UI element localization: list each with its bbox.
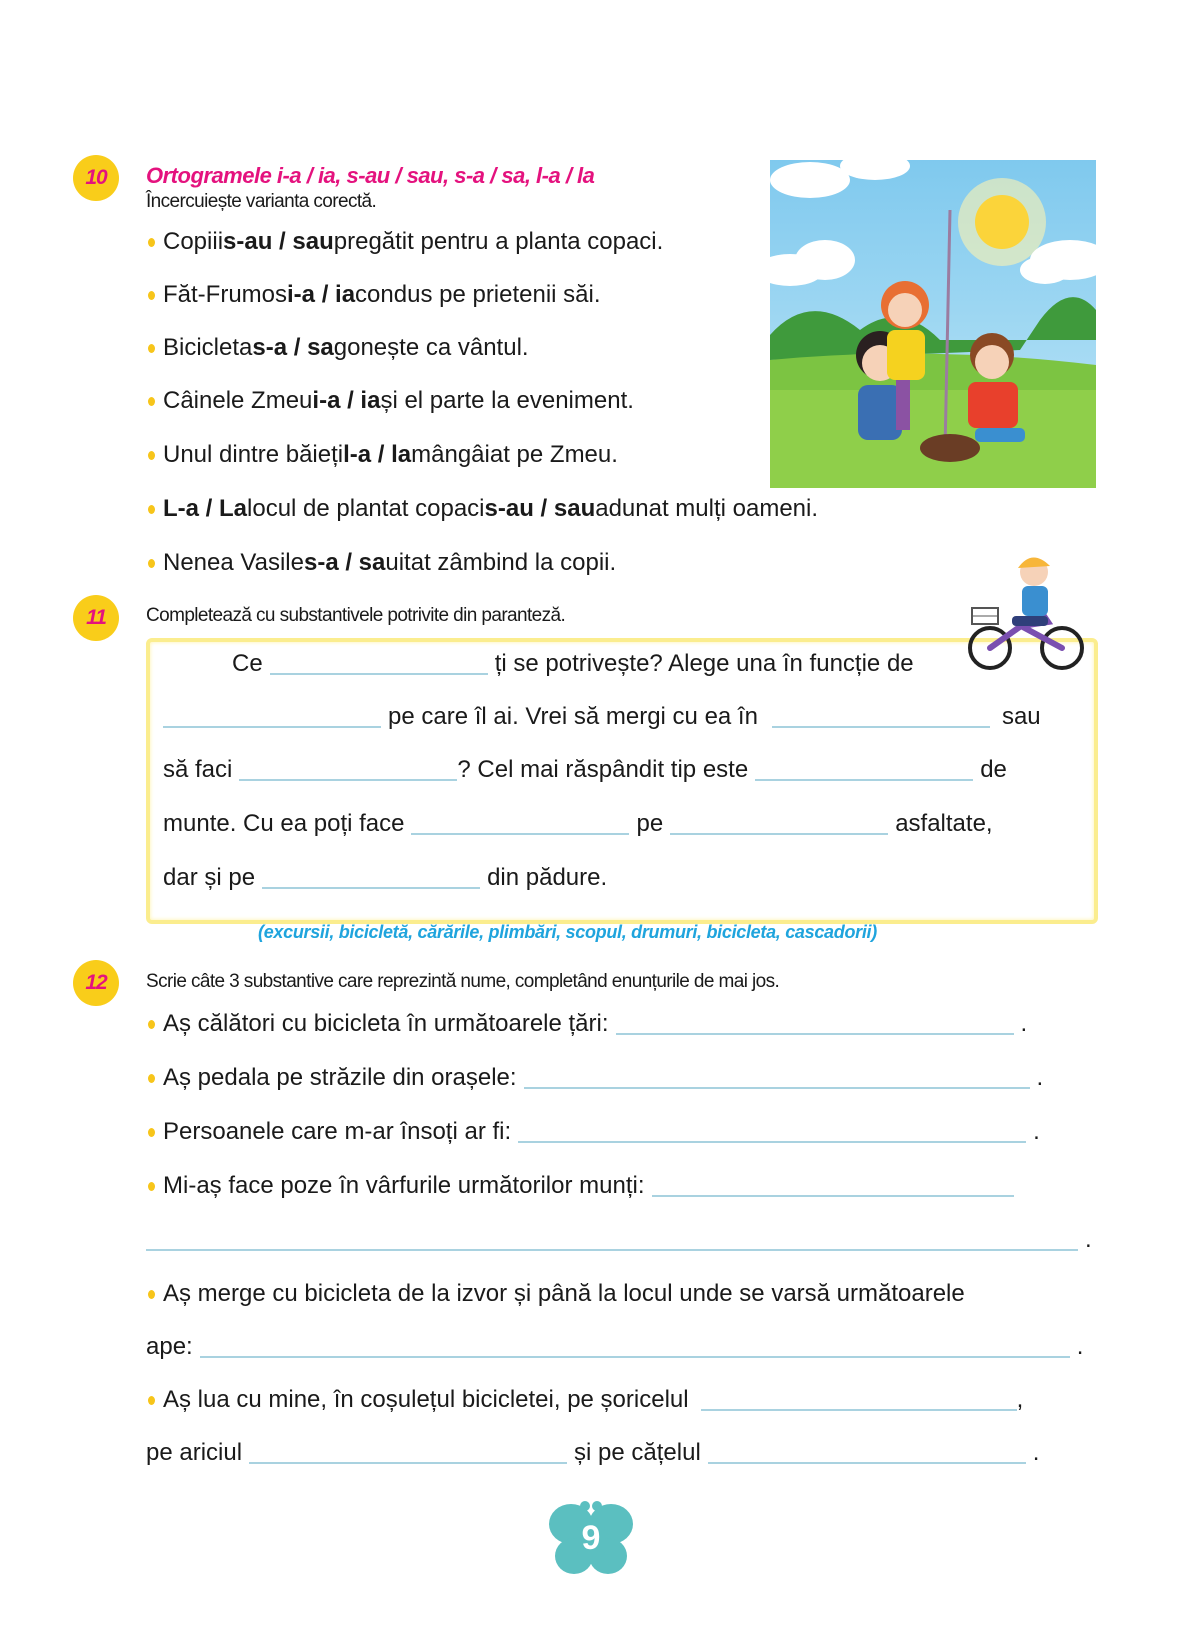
answer-blank[interactable] <box>524 1087 1030 1089</box>
bullet-icon <box>148 505 155 514</box>
text-fragment: pe <box>636 810 664 837</box>
fill-line <box>163 756 1007 784</box>
item-text: Bicicleta <box>163 334 253 361</box>
bullet-icon <box>148 1020 155 1029</box>
exercise-instruction: Scrie câte 3 substantive care reprezintă nume, completând enunțurile de mai jos. <box>146 971 780 992</box>
item-text: Nenea Vasile <box>163 549 304 576</box>
choice-options[interactable]: s-a / sa <box>303 549 386 576</box>
item-text: locul de plantat copaci <box>247 495 485 522</box>
bullet-icon <box>148 344 155 353</box>
page-number: 9 <box>581 1519 601 1557</box>
answer-line <box>146 1439 1039 1467</box>
answer-blank[interactable] <box>701 1409 1017 1411</box>
choice-options[interactable]: s-au / sau <box>223 228 334 255</box>
item-text: mângâiat pe Zmeu. <box>411 441 618 468</box>
punctuation: . <box>1085 1226 1092 1253</box>
bullet-icon <box>148 1396 155 1405</box>
answer-blank[interactable] <box>616 1033 1014 1035</box>
exercise-number-badge: 10 <box>73 155 119 201</box>
text-fragment: asfaltate, <box>895 810 993 837</box>
kids-planting-tree-illustration <box>770 160 1096 488</box>
fill-line <box>155 703 1041 731</box>
item-text: pregătit pentru a planta copaci. <box>333 228 664 255</box>
answer-line <box>148 1118 1040 1146</box>
page-number-badge <box>549 1500 633 1576</box>
exercise-number-badge: 12 <box>73 960 119 1006</box>
bullet-icon <box>148 291 155 300</box>
prompt-text: și pe cățelul <box>574 1439 701 1466</box>
answer-blank[interactable] <box>772 726 990 728</box>
answer-blank[interactable] <box>652 1195 1014 1197</box>
answer-blank[interactable] <box>755 779 973 781</box>
item-text: uitat zâmbind la copii. <box>385 549 617 576</box>
text-fragment: de <box>980 756 1007 783</box>
answer-blank[interactable] <box>262 887 480 889</box>
fill-line <box>163 810 993 838</box>
text-fragment: dar și pe <box>163 864 256 891</box>
text-fragment: munte. Cu ea poți face <box>163 810 405 837</box>
choice-options[interactable]: s-au / sau <box>484 495 596 522</box>
fill-line <box>163 864 607 892</box>
choice-options[interactable]: s-a / sa <box>252 334 334 361</box>
punctuation: . <box>1020 1010 1028 1037</box>
item-text: Câinele Zmeu <box>163 387 313 414</box>
choice-options[interactable]: i-a / ia <box>312 387 381 414</box>
answer-blank[interactable] <box>163 726 381 728</box>
answer-blank[interactable] <box>411 833 629 835</box>
choice-item <box>148 281 601 309</box>
choice-item <box>148 228 663 256</box>
exercise-number-badge: 11 <box>73 595 119 641</box>
prompt-text: pe ariciul <box>146 1439 243 1466</box>
punctuation: . <box>1036 1064 1044 1091</box>
item-text: Făt-Frumos <box>163 281 288 308</box>
bullet-icon <box>148 1074 155 1083</box>
choice-item <box>148 495 818 523</box>
choice-options[interactable]: l-a / la <box>343 441 412 468</box>
choice-item <box>148 549 616 577</box>
item-text: gonește ca vântul. <box>333 334 529 361</box>
bullet-icon <box>148 451 155 460</box>
answer-line <box>148 1010 1027 1038</box>
exercise-instruction: Încercuiește varianta corectă. <box>146 191 377 212</box>
answer-blank[interactable] <box>200 1356 1070 1358</box>
exercise-title: Ortogramele i-a / ia, s-au / sau, s-a / sa, l-a / la <box>146 163 595 188</box>
answer-blank[interactable] <box>146 1249 1078 1251</box>
prompt-text: ape: <box>146 1333 193 1360</box>
bullet-icon <box>148 1128 155 1137</box>
prompt-text: Aș merge cu bicicleta de la izvor și până la locul unde se varsă următoarele <box>163 1280 965 1307</box>
text-fragment: pe care îl ai. Vrei să mergi cu ea în <box>388 703 758 730</box>
answer-blank[interactable] <box>670 833 888 835</box>
prompt-text: Aș călători cu bicicleta în următoarele țări: <box>163 1010 609 1037</box>
answer-blank[interactable] <box>270 673 488 675</box>
bullet-icon <box>148 1182 155 1191</box>
item-text: condus pe prietenii săi. <box>355 281 601 308</box>
word-bank: (excursii, bicicletă, cărările, plimbări, scopul, drumuri, bicicleta, cascadorii) <box>258 922 877 942</box>
choice-item <box>148 387 634 415</box>
text-fragment: din pădure. <box>487 864 608 891</box>
answer-line <box>148 1172 1021 1200</box>
punctuation: . <box>1076 1333 1084 1360</box>
punctuation: . <box>1033 1118 1040 1145</box>
punctuation: , <box>1016 1386 1024 1413</box>
fill-line <box>232 650 914 678</box>
answer-line <box>148 1386 1023 1414</box>
bullet-icon <box>148 559 155 568</box>
exercise-instruction: Completează cu substantivele potrivite din paranteză. <box>146 605 566 626</box>
item-text: adunat mulți oameni. <box>595 495 819 522</box>
answer-line <box>146 1333 1083 1361</box>
item-text: Copiii <box>163 228 224 255</box>
text-fragment: să faci <box>163 756 233 783</box>
bullet-icon <box>148 397 155 406</box>
answer-blank[interactable] <box>249 1462 567 1464</box>
choice-item <box>148 334 529 362</box>
choice-item <box>148 441 618 469</box>
answer-blank[interactable] <box>708 1462 1026 1464</box>
text-fragment: ? Cel mai răspândit tip este <box>457 756 749 783</box>
boy-on-bicycle-illustration <box>966 552 1092 676</box>
item-text: și el parte la eveniment. <box>380 387 634 414</box>
prompt-text: Aș lua cu mine, în coșulețul bicicletei, pe șoricelul <box>163 1386 689 1413</box>
text-fragment: ți se potrivește? Alege una în funcție de <box>494 650 914 677</box>
item-text: Unul dintre băieți <box>163 441 344 468</box>
bullet-icon <box>148 238 155 247</box>
choice-options[interactable]: L-a / La <box>163 495 248 522</box>
text-fragment: Ce <box>232 650 263 677</box>
text-fragment: sau <box>1001 703 1041 730</box>
answer-blank[interactable] <box>239 779 457 781</box>
prompt-text: Aș pedala pe străzile din orașele: <box>163 1064 517 1091</box>
bullet-icon <box>148 1290 155 1299</box>
answer-line <box>146 1226 1092 1254</box>
answer-line <box>148 1064 1043 1092</box>
answer-line <box>148 1280 965 1308</box>
prompt-text: Mi-aș face poze în vârfurile următorilor munți: <box>163 1172 645 1199</box>
answer-blank[interactable] <box>518 1141 1026 1143</box>
choice-options[interactable]: i-a / ia <box>287 281 356 308</box>
punctuation: . <box>1032 1439 1040 1466</box>
prompt-text: Persoanele care m-ar însoți ar fi: <box>163 1118 512 1145</box>
